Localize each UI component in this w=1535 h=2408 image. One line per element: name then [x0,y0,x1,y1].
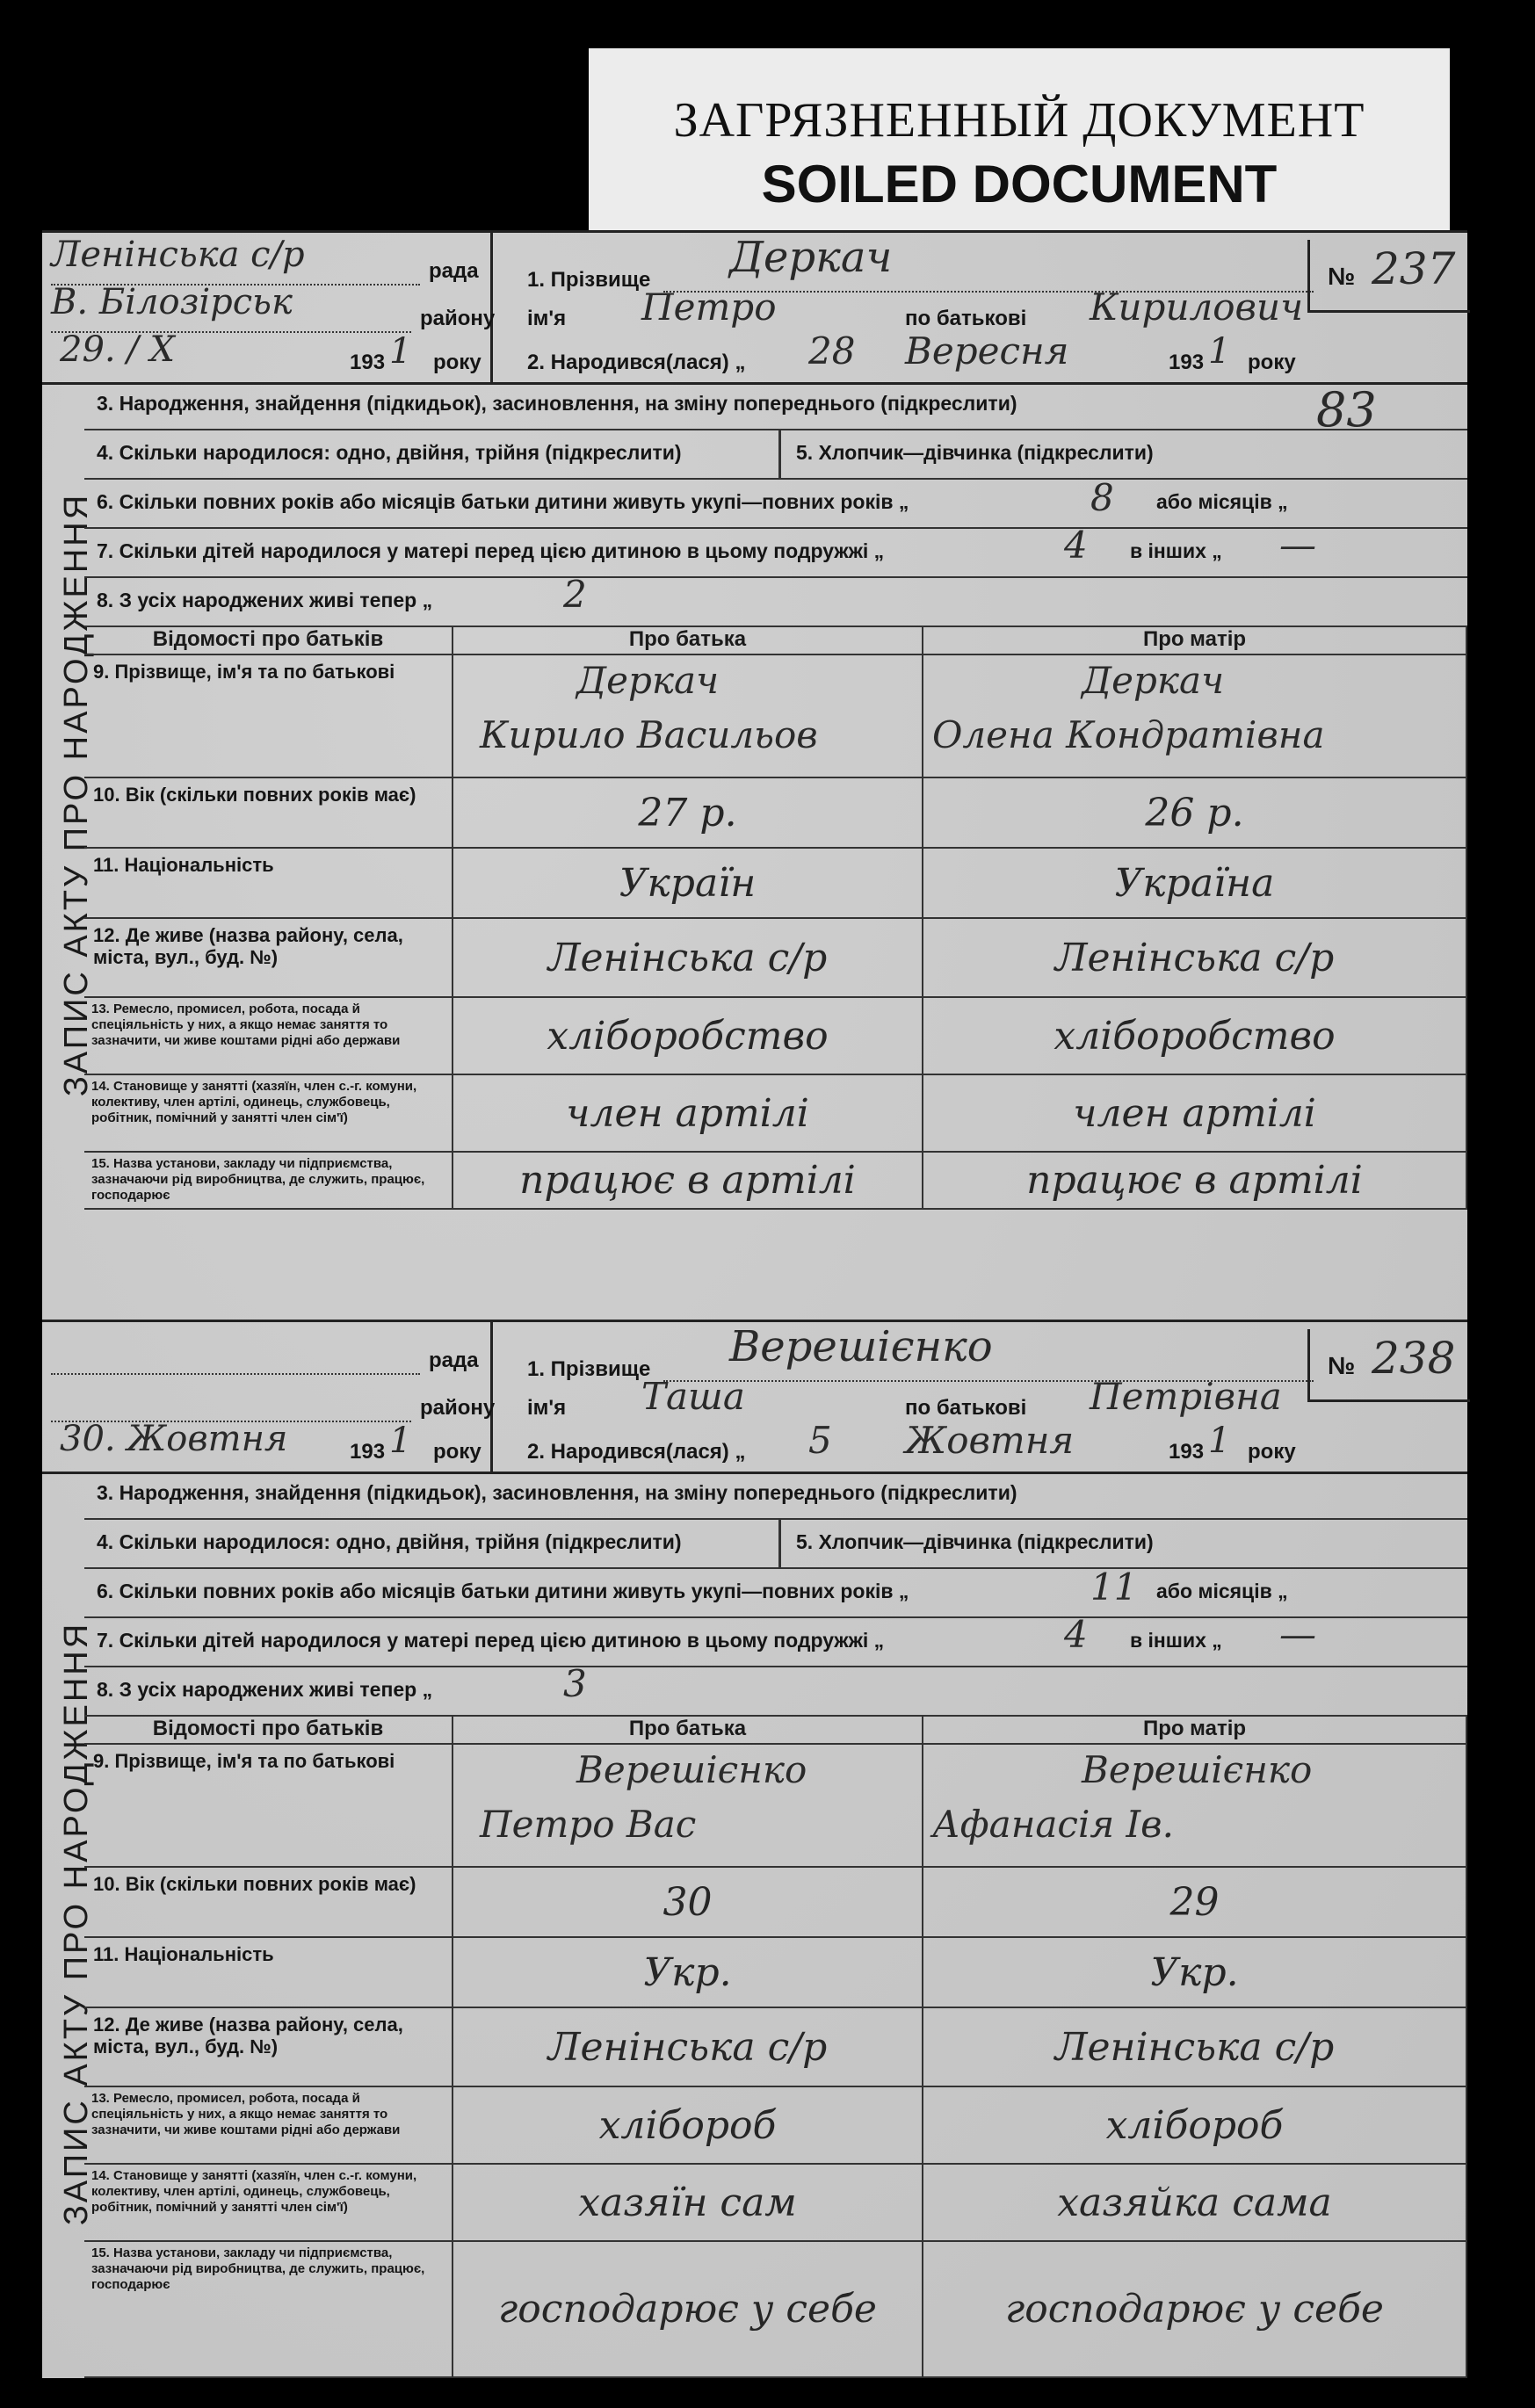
mother-name: Афанасія Ів. [932,1803,1174,1846]
document-page [42,230,1467,2378]
mother-nationality: Україна [923,849,1467,919]
question-6-months-label: або місяців „ [1156,490,1288,513]
number-label: № [1328,263,1356,290]
question-4-5-row [84,429,1467,480]
father-workplace: працює в артілі [453,1153,923,1210]
father-header: Про батька [453,626,923,655]
row-14-status-label: 14. Становище у занятті (хазяїн, член с.-г. комуни, колективу, член артілі, одинець, службовець, робітник, помічний у занятті член сім'ї) [84,2165,453,2242]
record-number-box [1307,240,1470,313]
rada-label: рада [429,259,479,283]
record [42,1320,1467,2378]
children-before-value: 4 [1064,1613,1088,1656]
question-8-row-text: 8. З усіх народжених живі тепер „ [97,589,433,611]
mother-age: 29 [923,1868,1467,1938]
born-label: 2. Народився(лася) „ [527,351,746,374]
question-3-row [84,1469,1467,1520]
born-day: 28 [808,329,856,372]
mother-header: Про матір [923,1715,1467,1745]
record-number-box [1307,1329,1470,1402]
name-label: ім'я [527,307,567,330]
surname-label: 1. Прізвище [527,1357,651,1381]
parents-table [84,626,1467,1210]
question-7-row [84,524,1467,578]
q4-q5-divider [778,1518,781,1567]
row-11-nationality-label: 11. Національність [84,1938,453,2008]
child-identity-block [492,233,1358,382]
q4-q5-divider [778,429,781,478]
row-13-occupation-label: 13. Ремесло, промисел, робота, посада й спеціяльність у них, а якщо немає заняття то зазначити, чи живе коштами рідні або держави [84,2087,453,2165]
question-7-row [84,1613,1467,1667]
mother-full-name [923,1745,1467,1868]
mother-residence: Ленінська с/р [923,919,1467,998]
roku-label: року [433,1440,481,1464]
name-label: ім'я [527,1396,567,1420]
question-3-row-text: 3. Народження, знайдення (підкидьок), засиновлення, на зміну попереднього (підкреслити) [97,1481,1017,1504]
surname-value: Деркач [729,233,893,282]
rayon-value: В. Білозірськ [51,282,293,322]
father-age: 30 [453,1868,923,1938]
row-15-workplace-label: 15. Назва установи, закладу чи підприємства, зазначаючи рід виробництва, де служить, працює, господарює [84,2242,453,2378]
alive-value: 2 [563,573,587,616]
question-5-text: 5. Хлопчик—дівчинка (підкреслити) [796,1530,1154,1553]
name-value: Петро [641,286,777,329]
question-8-row [84,573,1467,627]
alive-value: 3 [563,1662,587,1705]
father-surname: Деркач [576,659,720,702]
rada-value: Ленінська с/р [51,235,305,275]
row-15-workplace-label: 15. Назва установи, закладу чи підприємства, зазначаючи рід виробництва, де служить, працює, господарює [84,1153,453,1210]
mother-occupation: хліборобство [923,998,1467,1075]
father-header: Про батька [453,1715,923,1745]
mother-status: член артілі [923,1075,1467,1153]
row-12-residence-label: 12. Де живе (назва району, села, міста, вул., буд. №) [84,919,453,998]
question-6-row [84,1567,1467,1618]
mother-header: Про матір [923,626,1467,655]
born-year-label: 193 [1169,1440,1205,1464]
parents-table [84,1715,1467,2378]
rayon-label: району [420,1396,496,1420]
question-8-row [84,1662,1467,1717]
question-6-row-text: 6. Скільки повних років або місяців батьки дитини живуть укупі—повних років „ [97,1580,909,1602]
rada-line [51,1373,420,1375]
record-header [42,1320,1467,1474]
question-3-row-text: 3. Народження, знайдення (підкидьок), засиновлення, на зміну попереднього (підкреслити) [97,392,1017,415]
question-6-row [84,478,1467,529]
mother-status: хазяйка сама [923,2165,1467,2242]
name-value: Таша [641,1375,745,1418]
parents-header: Відомості про батьків [84,626,453,655]
surname-value: Верешієнко [729,1322,993,1371]
question-6-row-text: 6. Скільки повних років або місяців батьки дитини живуть укупі—повних років „ [97,490,909,513]
record-date-value: 29. / X [60,329,175,370]
year-label: 193 [350,351,386,374]
patronymic-value: Петрівна [1090,1375,1282,1418]
born-year-label: 193 [1169,351,1205,374]
row-10-age-label: 10. Вік (скільки повних років має) [84,778,453,849]
question-8-row-text: 8. З усіх народжених живі тепер „ [97,1678,433,1701]
father-name: Петро Вас [480,1803,697,1846]
question-7-other-label: в інших „ [1130,539,1222,562]
margin-note: 83 [1316,382,1377,437]
born-roku-label: року [1248,1440,1296,1464]
registry-place-block [42,1322,496,1472]
father-age: 27 р. [453,778,923,849]
father-full-name [453,1745,923,1868]
question-4-5-row-text: 4. Скільки народилося: одно, двійня, трійня (підкреслити) [97,441,682,464]
row-9-name-label: 9. Прізвище, ім'я та по батькові [84,1745,453,1868]
year-suffix: 1 [389,1421,412,1461]
side-label-text: ЗАПИС АКТУ ПРО НАРОДЖЕННЯ [58,1621,96,2226]
patronymic-label: по батькові [905,1396,1027,1420]
father-occupation: хліборобство [453,998,923,1075]
father-name: Кирило Васильов [480,713,818,756]
father-surname: Верешієнко [576,1748,807,1791]
children-other-value: — [1279,524,1316,567]
row-14-status-label: 14. Становище у занятті (хазяїн, член с.-г. комуни, колективу, член артілі, одинець, службовець, робітник, помічний у занятті член сім'ї) [84,1075,453,1153]
father-workplace: господарює у себе [453,2242,923,2378]
child-identity-block [492,1322,1358,1472]
question-7-row-text: 7. Скільки дітей народилося у матері перед цією дитиною в цьому подружжі „ [97,1629,885,1652]
record-number: 238 [1372,1333,1456,1384]
father-occupation: хлібороб [453,2087,923,2165]
born-year-suffix: 1 [1208,1421,1231,1461]
rada-label: рада [429,1349,479,1372]
mother-age: 26 р. [923,778,1467,849]
question-4-5-row [84,1518,1467,1569]
question-4-5-row-text: 4. Скільки народилося: одно, двійня, трійня (підкреслити) [97,1530,682,1553]
question-3-row [84,380,1467,430]
row-11-nationality-label: 11. Національність [84,849,453,919]
question-6-months-label: або місяців „ [1156,1580,1288,1602]
father-status: хазяїн сам [453,2165,923,2242]
banner-russian: ЗАГРЯЗНЕННЫЙ ДОКУМЕНТ [673,93,1365,148]
question-7-row-text: 7. Скільки дітей народилося у матері перед цією дитиною в цьому подружжі „ [97,539,885,562]
year-label: 193 [350,1440,386,1464]
parents-header: Відомості про батьків [84,1715,453,1745]
soiled-document-banner [589,48,1450,231]
mother-surname: Верешієнко [1082,1748,1313,1791]
born-year-suffix: 1 [1208,331,1231,372]
question-7-other-label: в інших „ [1130,1629,1222,1652]
row-13-occupation-label: 13. Ремесло, промисел, робота, посада й спеціяльність у них, а якщо немає заняття то зазначити, чи живе коштами рідні або держави [84,998,453,1075]
mother-workplace: працює в артілі [923,1153,1467,1210]
surname-label: 1. Прізвище [527,268,651,292]
born-label: 2. Народився(лася) „ [527,1440,746,1464]
row-9-name-label: 9. Прізвище, ім'я та по батькові [84,655,453,778]
father-full-name [453,655,923,778]
registry-place-block [42,233,496,382]
born-month: Вересня [905,329,1069,372]
year-suffix: 1 [389,331,412,372]
father-nationality: Укр. [453,1938,923,2008]
number-label: № [1328,1352,1356,1379]
mother-nationality: Укр. [923,1938,1467,2008]
father-residence: Ленінська с/р [453,919,923,998]
father-status: член артілі [453,1075,923,1153]
mother-full-name [923,655,1467,778]
patronymic-label: по батькові [905,307,1027,330]
rayon-label: району [420,307,496,330]
row-12-residence-label: 12. Де живе (назва району, села, міста, вул., буд. №) [84,2008,453,2087]
mother-surname: Деркач [1082,659,1225,702]
born-roku-label: року [1248,351,1296,374]
mother-residence: Ленінська с/р [923,2008,1467,2087]
question-5-text: 5. Хлопчик—дівчинка (підкреслити) [796,441,1154,464]
years-together-value: 8 [1090,476,1114,519]
banner-english: SOILED DOCUMENT [761,155,1278,213]
father-nationality: Україн [453,849,923,919]
father-residence: Ленінська с/р [453,2008,923,2087]
mother-occupation: хлібороб [923,2087,1467,2165]
row-10-age-label: 10. Вік (скільки повних років має) [84,1868,453,1938]
years-together-value: 11 [1090,1566,1138,1609]
children-before-value: 4 [1064,524,1088,567]
born-day: 5 [808,1419,832,1462]
patronymic-value: Кирилович [1090,286,1304,329]
record-date-value: 30. Жовтня [60,1419,288,1459]
mother-workplace: господарює у себе [923,2242,1467,2378]
children-other-value: — [1279,1613,1316,1656]
born-month: Жовтня [905,1419,1075,1462]
record-number: 237 [1372,243,1456,294]
record [42,230,1467,1210]
mother-name: Олена Кондратівна [932,713,1325,756]
roku-label: року [433,351,481,374]
side-label-text: ЗАПИС АКТУ ПРО НАРОДЖЕННЯ [58,492,96,1097]
